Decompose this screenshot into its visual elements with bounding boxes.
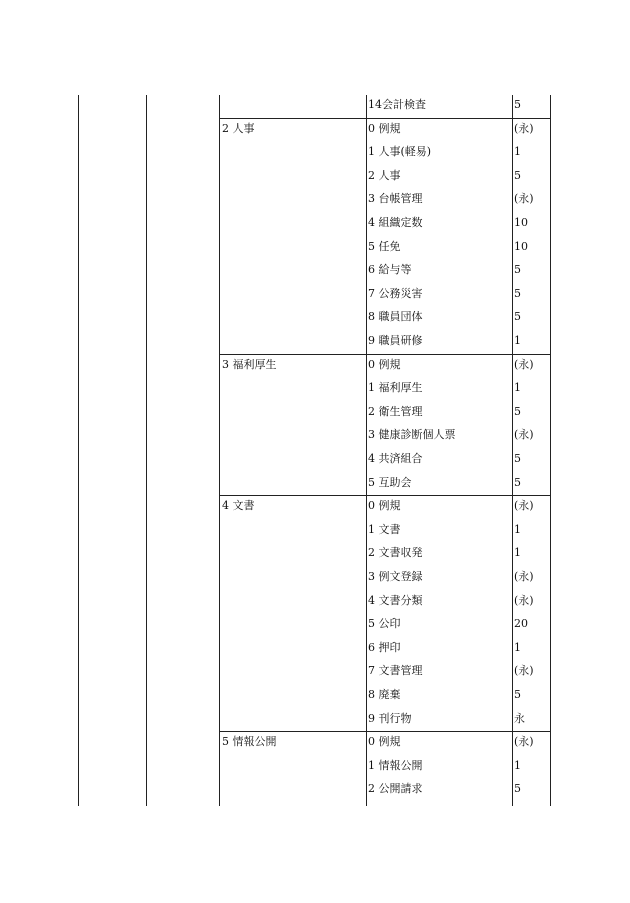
record-item: 4 文書分類 xyxy=(368,593,423,607)
record-item: 4 組織定数 xyxy=(368,216,423,229)
retention-years: 1 xyxy=(514,546,521,560)
retention-years: 1 xyxy=(514,640,521,654)
record-item: 2 文書収発 xyxy=(368,546,423,560)
retention-years: 5 xyxy=(514,475,521,489)
record-item: 1 人事(軽易) xyxy=(368,145,432,159)
column-divider xyxy=(550,95,551,806)
column-divider xyxy=(146,95,147,806)
group-name: 4 文書 xyxy=(222,499,255,513)
record-item: 7 公務災害 xyxy=(368,286,423,300)
record-item: 14会計検査 xyxy=(368,98,426,111)
record-item: 0 例規 xyxy=(368,357,401,371)
retention-years: 5 xyxy=(514,310,521,324)
retention-years: (永) xyxy=(514,735,534,749)
record-item: 3 台帳管理 xyxy=(368,192,423,206)
column-divider xyxy=(366,95,367,806)
record-item: 9 刊行物 xyxy=(368,711,412,725)
record-item: 5 任免 xyxy=(368,239,401,253)
retention-years: (永) xyxy=(514,664,534,678)
group-separator xyxy=(219,495,550,496)
record-item: 9 職員研修 xyxy=(368,334,423,347)
retention-years: (永) xyxy=(514,428,534,442)
group-name: 2 人事 xyxy=(222,121,255,135)
retention-years: 1 xyxy=(514,381,521,395)
record-item: 2 人事 xyxy=(368,168,401,182)
retention-years: (永) xyxy=(514,192,534,206)
record-item: 0 例規 xyxy=(368,121,401,135)
record-item: 8 廃棄 xyxy=(368,688,401,701)
record-item: 6 給与等 xyxy=(368,263,412,277)
retention-years: 1 xyxy=(514,522,521,536)
record-item: 5 公印 xyxy=(368,617,401,631)
group-name: 5 情報公開 xyxy=(222,735,277,749)
record-item: 3 健康診断個人票 xyxy=(368,428,456,442)
column-divider xyxy=(219,95,220,806)
retention-years: 5 xyxy=(514,286,521,300)
retention-years: 5 xyxy=(514,263,521,277)
record-item: 3 例文登録 xyxy=(368,570,423,583)
record-item: 5 互助会 xyxy=(368,475,412,489)
record-item: 0 例規 xyxy=(368,735,401,749)
column-divider xyxy=(78,95,79,806)
retention-years: 5 xyxy=(514,452,521,465)
retention-years: 5 xyxy=(514,782,521,796)
record-item: 7 文書管理 xyxy=(368,664,423,678)
retention-years: 10 xyxy=(514,216,528,229)
group-separator xyxy=(219,118,550,119)
record-item: 4 共済組合 xyxy=(368,452,423,465)
retention-years: 1 xyxy=(514,758,521,772)
column-divider xyxy=(512,95,513,806)
retention-years: 5 xyxy=(514,688,521,701)
group-separator xyxy=(219,731,550,732)
record-item: 2 衛生管理 xyxy=(368,404,423,418)
retention-years: 5 xyxy=(514,404,521,418)
retention-years: 1 xyxy=(514,334,521,347)
retention-years: (永) xyxy=(514,121,534,135)
record-item: 0 例規 xyxy=(368,499,401,513)
retention-years: (永) xyxy=(514,570,534,583)
record-item: 1 福利厚生 xyxy=(368,381,423,395)
retention-years: (永) xyxy=(514,593,534,607)
record-item: 1 文書 xyxy=(368,522,401,536)
retention-years: 5 xyxy=(514,168,521,182)
retention-years: (永) xyxy=(514,357,534,371)
retention-years: 10 xyxy=(514,239,528,253)
retention-years: (永) xyxy=(514,499,534,513)
record-item: 6 押印 xyxy=(368,640,401,654)
retention-years: 1 xyxy=(514,145,521,159)
retention-years: 5 xyxy=(514,98,521,111)
retention-years: 20 xyxy=(514,617,528,631)
record-item: 1 情報公開 xyxy=(368,758,423,772)
group-separator xyxy=(219,354,550,355)
record-item: 2 公開請求 xyxy=(368,782,423,796)
retention-years: 永 xyxy=(514,711,525,725)
group-name: 3 福利厚生 xyxy=(222,357,277,371)
record-item: 8 職員団体 xyxy=(368,310,423,324)
